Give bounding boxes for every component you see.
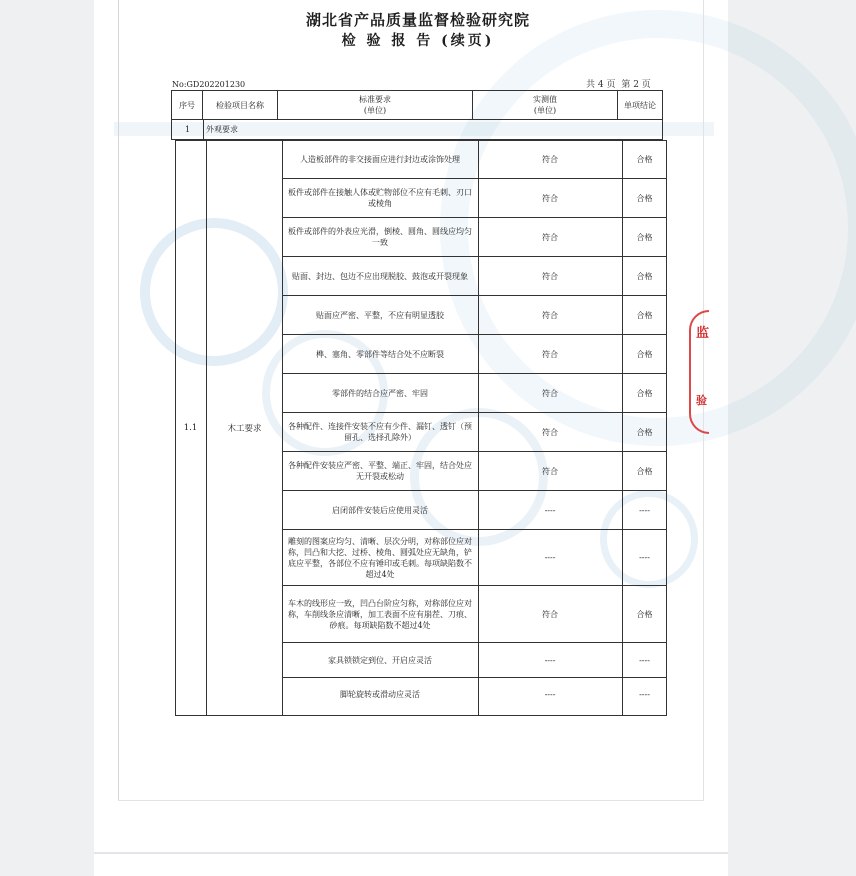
measured-value: 符合: [542, 310, 558, 320]
requirement-rows: [282, 140, 667, 710]
measured-value: 符合: [542, 388, 558, 398]
conclusion-value: 合格: [636, 271, 653, 281]
table-row: [282, 140, 667, 179]
requirement-text: 板件或部件的外表应光滑，倒棱、圆角、圆线应均匀一致: [288, 227, 472, 247]
measured-value: 符合: [542, 154, 558, 164]
table-row: [282, 413, 667, 452]
table-row: [282, 179, 667, 218]
table-row: [282, 374, 667, 413]
measured-value: 符合: [542, 349, 558, 359]
section-name: 外观要求: [206, 125, 238, 134]
conclusion-value: 合格: [636, 232, 653, 242]
requirement-text: 零部件的结合应严密、牢固: [332, 388, 428, 398]
requirement-text: 贴面应严密、平整，不应有明显透胶: [316, 310, 444, 320]
requirement-text: 人造板部件的非交接面应进行封边或涂饰处理: [300, 154, 460, 164]
institute-title: 湖北省产品质量监督检验研究院: [305, 11, 530, 29]
next-page-edge: [94, 852, 728, 854]
measured-value: 符合: [542, 466, 558, 476]
col-measured-unit: (单位): [533, 106, 557, 115]
col-seq: 序号: [172, 91, 203, 119]
table-header: [171, 90, 663, 120]
page-info: [586, 77, 651, 90]
conclusion-value: 合格: [636, 193, 653, 203]
conclusion-value: 合格: [636, 349, 653, 359]
seal-char: 监: [696, 326, 710, 341]
conclusion-value: ----: [639, 505, 650, 515]
measured-value: ----: [544, 553, 556, 562]
conclusion-value: ----: [639, 655, 650, 665]
scan-edge: [118, 800, 704, 801]
requirement-text: 脚轮旋转或滑动应灵活: [340, 689, 420, 699]
requirement-text: 雕刻的图案应均匀、清晰、层次分明，对称部位应对称，凹凸和大挖、过桥、棱角、圆弧处应无缺角，铲底应平整，各部位不应有锤印或毛刺。每项缺陷数不超过4处: [288, 536, 472, 579]
measured-value: 符合: [542, 232, 558, 242]
col-standard-unit: (单位): [363, 106, 387, 115]
measured-value: 符合: [542, 427, 558, 437]
report-number: No:GD202201230: [172, 80, 246, 89]
requirement-text: 启闭部件安装后应使用灵活: [332, 505, 428, 515]
conclusion-value: 合格: [636, 310, 653, 320]
table-row: [282, 296, 667, 335]
conclusion-value: 合格: [636, 609, 653, 619]
report-title: 检 验 报 告 (续页): [341, 33, 495, 49]
col-standard-title: 标准要求: [359, 95, 391, 104]
table-row: [282, 257, 667, 296]
requirement-text: 家具锁锁定到位、开启应灵活: [328, 655, 432, 665]
measured-value: ----: [544, 689, 556, 699]
col-conclusion: 单项结论: [624, 100, 656, 110]
col-item-name: 检验项目名称: [203, 91, 278, 119]
page-current: 第 2 页: [621, 80, 651, 90]
table-row: [282, 530, 667, 586]
measured-value: 符合: [542, 271, 558, 281]
table-row: [282, 491, 667, 530]
measured-value: 符合: [542, 609, 558, 619]
measured-value: 符合: [542, 193, 558, 203]
section-row: [171, 120, 663, 140]
col-standard: [278, 91, 473, 119]
requirement-text: 各种配件、连接件安装不应有少件、漏钉、透钉（预留孔、选择孔除外）: [288, 422, 472, 442]
table-row: [282, 218, 667, 257]
table-row: [282, 335, 667, 374]
table-row: [282, 678, 667, 710]
section-seq: 1: [172, 120, 204, 139]
conclusion-value: 合格: [636, 466, 653, 476]
measured-value: ----: [544, 505, 556, 515]
conclusion-value: ----: [639, 689, 650, 699]
col-measured: [473, 91, 618, 119]
requirement-text: 板件或部件在接触人体或贮物部位不应有毛刺、刃口或棱角: [288, 188, 472, 208]
page-total: 共 4 页: [586, 80, 616, 90]
conclusion-value: 合格: [636, 388, 653, 398]
requirement-text: 榫、塞角、零部件等结合处不应断裂: [316, 349, 444, 359]
table-row: [282, 586, 667, 643]
item-name: 木工要求: [227, 424, 262, 434]
requirement-text: 车木的线形应一致，凹凸台阶应匀称，对称部位应对称，车削线条应清晰，加工表面不应有崩茬、刀痕、砂痕。每项缺陷数不超过4处: [288, 598, 472, 630]
item-seq: 1.1: [183, 423, 198, 433]
measured-value: ----: [544, 655, 556, 665]
seal-char: 验: [696, 394, 707, 407]
conclusion-value: ----: [639, 553, 650, 562]
conclusion-value: 合格: [636, 427, 653, 437]
table-row: [282, 643, 667, 678]
scan-edge: [118, 0, 119, 800]
requirement-text: 各种配件安装应严密、平整、端正、牢固，结合处应无开裂或松动: [288, 461, 472, 481]
table-row: [282, 452, 667, 491]
col-measured-title: 实测值: [533, 95, 557, 104]
conclusion-value: 合格: [636, 154, 653, 164]
requirement-text: 贴面、封边、包边不应出现脱胶、鼓泡或开裂现象: [292, 271, 468, 281]
